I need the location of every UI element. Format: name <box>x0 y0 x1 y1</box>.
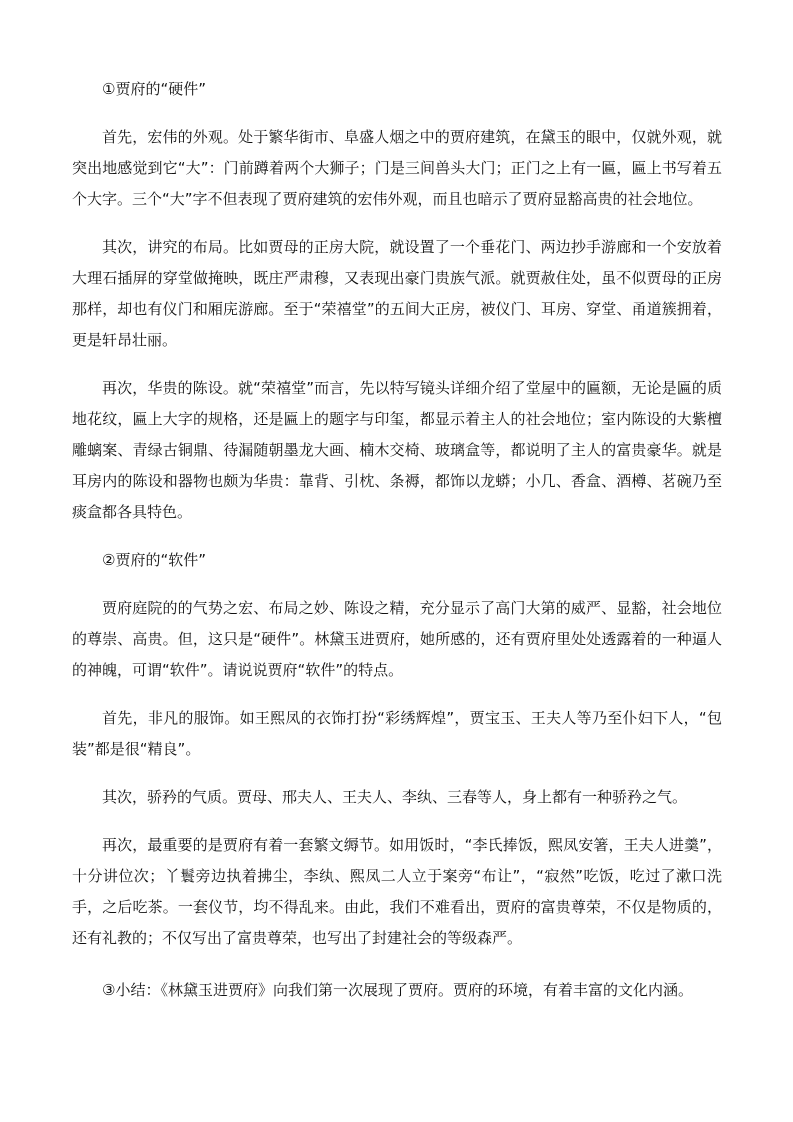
summary: ③小结：《林黛玉进贾府》向我们第一次展现了贾府。贾府的环境，有着丰富的文化内涵。 <box>102 981 693 999</box>
paragraph-layout: 其次，讲究的布局。比如贾母的正房大院，就设置了一个垂花门、两边抄手游廊和一个安放着大理石插屏的穿堂做掩映，既庄严肃穆，又表现出豪门贵族气派。就贾赦住处，虽不似贾母的正房那样，却也有仪门和厢庑游廊。至于“荣禧堂”的五间大正房，被仪门、耳房、穿堂、甬道簇拥着，更是轩昂壮丽。 <box>72 238 722 349</box>
paragraph-temperament: 其次，骄矜的气质。贾母、邢夫人、王夫人、李纨、三春等人，身上都有一种骄矜之气。 <box>102 788 688 806</box>
paragraph-exterior: 首先，宏伟的外观。处于繁华街市、阜盛人烟之中的贾府建筑，在黛玉的眼中，仅就外观，就突出地感觉到它“大”：门前蹲着两个大狮子；门是三间兽头大门；正门之上有一匾，匾上书写着五个大字。三个“大”字不但表现了贾府建筑的宏伟外观，而且也暗示了贾府显豁高贵的社会地位。 <box>72 128 722 208</box>
section-heading-software: ②贾府的“软件” <box>102 551 206 569</box>
document-page <box>72 74 722 1006</box>
paragraph-software-intro: 贾府庭院的的气势之宏、布局之妙、陈设之精，充分显示了高门大第的威严、显豁，社会地位的尊崇、高贵。但，这只是“硬件”。林黛玉进贾府，她所感的，还有贾府里处处透露着的一种逼人的神魄，可谓“软件”。请说说贾府“软件”的特点。 <box>72 599 722 679</box>
paragraph-etiquette: 再次，最重要的是贾府有着一套繁文缛节。如用饭时，“李氏捧饭，熙凤安箸，王夫人进羹”，十分讲位次；丫鬟旁边执着拂尘，李纨、熙凤二人立于案旁“布让”，“寂然”吃饭，吃过了漱口洗手，之后吃茶。一套仪节，均不得乱来。由此，我们不难看出，贾府的富贵尊荣，不仅是物质的，还有礼教的；不仅写出了富贵尊荣，也写出了封建社会的等级森严。 <box>72 836 722 947</box>
section-heading-hardware: ①贾府的“硬件” <box>102 80 206 98</box>
paragraph-furnishings: 再次，华贵的陈设。就“荣禧堂”而言，先以特写镜头详细介绍了堂屋中的匾额，无论是匾的质地花纹，匾上大字的规格，还是匾上的题字与印玺，都显示着主人的社会地位；室内陈设的大紫檀雕螭案、青绿古铜鼎、待漏随朝墨龙大画、楠木交椅、玻璃盒等，都说明了主人的富贵豪华。就是耳房内的陈设和器物也颇为华贵：靠背、引枕、条褥，都饰以龙蟒；小几、香盒、酒樽、茗碗乃至痰盒都各具特色。 <box>72 379 722 521</box>
paragraph-clothing: 首先，非凡的服饰。如王熙凤的衣饰打扮“彩绣辉煌”，贾宝玉、王夫人等乃至仆妇下人，“包装”都是很“精良”。 <box>72 709 722 758</box>
